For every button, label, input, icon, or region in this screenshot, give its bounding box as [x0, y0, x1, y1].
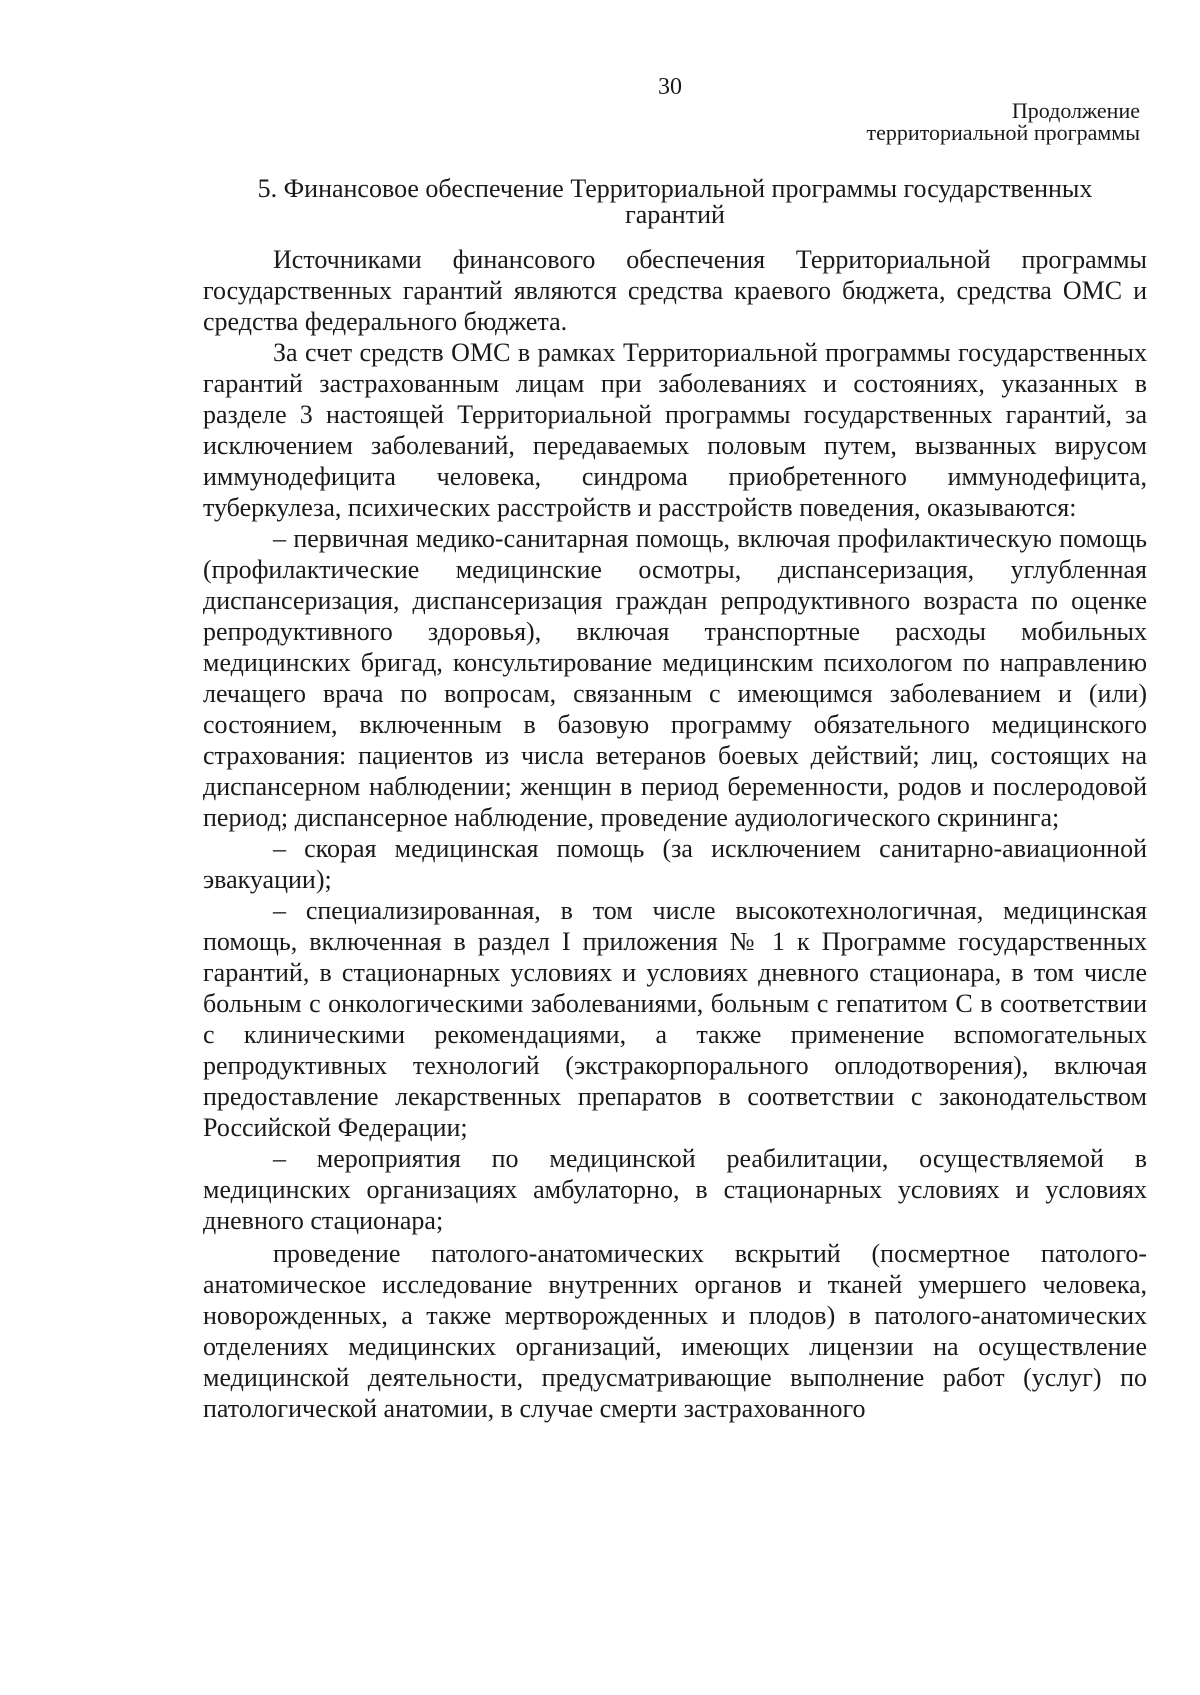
- section-title-line-1: 5. Финансовое обеспечение Территориальной программы государственных: [257, 174, 1093, 203]
- paragraph-3: – первичная медико-санитарная помощь, включая профилактическую помощь (профилактические медицинские осмотры, диспансеризация, углубленная диспансеризация, диспансеризация граждан репродуктивного возраста по оценке репродуктивного здоровья), включая транспортные расходы мобильных медицинских бригад, консультирование медицинским психологом по направлению лечащего врача по вопросам, связанным с имеющимся заболеванием и (или) состоянием, включенным в базовую программу обязательного медицинского страхования: пациентов из числа ветеранов боевых действий; лиц, состоящих на диспансерном наблюдении; женщин в период беременности, родов и послеродовой период; диспансерное наблюдение, проведение аудиологического скрининга;: [203, 524, 1147, 832]
- paragraph-1: Источниками финансового обеспечения Территориальной программы государственных гарантий являются средства краевого бюджета, средства ОМС и средства федерального бюджета.: [203, 245, 1147, 336]
- paragraph-7: проведение патолого-анатомических вскрытий (посмертное патолого-анатомическое исследование внутренних органов и тканей умершего человека, новорожденных, а также мертворожденных и плодов) в патолого-анатомических отделениях медицинских организаций, имеющих лицензии на осуществление медицинской деятельности, предусматривающие выполнение работ (услуг) по патологической анатомии, в случае смерти застрахованного: [203, 1239, 1147, 1423]
- continuation-line-1: Продолжение: [1011, 98, 1140, 123]
- continuation-note: [867, 100, 1140, 144]
- paragraph-4: – скорая медицинская помощь (за исключением санитарно-авиационной эвакуации);: [203, 834, 1147, 894]
- body-text: [203, 244, 1147, 1424]
- paragraph-2: За счет средств ОМС в рамках Территориальной программы государственных гарантий застрахованным лицам при заболеваниях и состояниях, указанных в разделе 3 настоящей Территориальной программы государственных гарантий, за исключением заболеваний, передаваемых половым путем, вызванных вирусом иммунодефицита человека, синдрома приобретенного иммунодефицита, туберкулеза, психических расстройств и расстройств поведения, оказываются:: [203, 338, 1147, 522]
- section-title-line-2: гарантий: [625, 200, 725, 229]
- paragraph-5: – специализированная, в том числе высокотехнологичная, медицинская помощь, включенная в раздел I приложения № 1 к Программе государственных гарантий, в стационарных условиях и условиях дневного стационара, в том числе больным с онкологическими заболеваниями, больным с гепатитом С в соответствии с клиническими рекомендациями, а также применение вспомогательных репродуктивных технологий (экстракорпорального оплодотворения), включая предоставление лекарственных препаратов в соответствии с законодательством Российской Федерации;: [203, 896, 1147, 1142]
- page-number: 30: [658, 74, 682, 100]
- continuation-line-2: территориальной программы: [866, 120, 1140, 145]
- paragraph-6: – мероприятия по медицинской реабилитации, осуществляемой в медицинских организациях амбулаторно, в стационарных условиях и условиях дневного стационара;: [203, 1144, 1147, 1235]
- section-title: [200, 176, 1150, 228]
